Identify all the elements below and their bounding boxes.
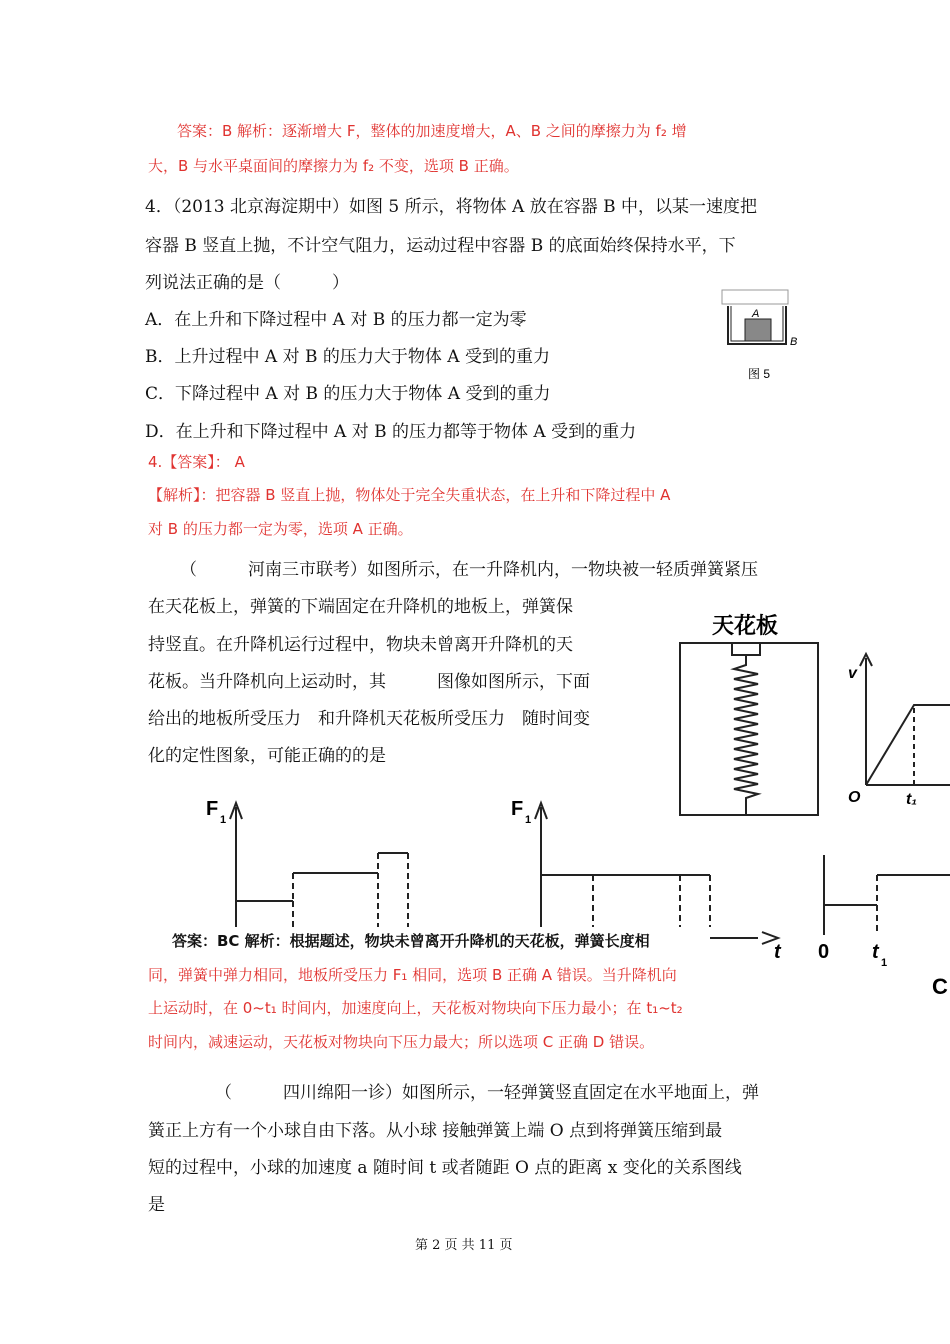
figure-5 (718, 288, 798, 388)
q4-analysis-line1: 【解析】：把容器 B 竖直上抛，物体处于完全失重状态，在上升和下降过程中 A (148, 486, 671, 504)
velocity-time-graph (840, 650, 950, 810)
graph-b-f1-label: F (511, 798, 524, 820)
graph-c-option-label: C (932, 974, 948, 999)
elevator-spring-figure (670, 605, 830, 820)
q5-answer-line3: 上运动时，在 0~t₁ 时间内，加速度向上，天花板对物块向下压力最小；在 t₁~t₂ (148, 999, 683, 1017)
q5-stem-line4: 花板。当升降机向上运动时，其 图像如图所示，下面 (148, 672, 590, 692)
ceiling-label: 天花板 (712, 613, 779, 638)
q6-stem-line2: 簧正上方有一个小球自由下落。从小球 接触弹簧上端 O 点到将弹簧压缩到最 (148, 1121, 723, 1141)
q3-answer-line2: 大，B 与水平桌面间的摩擦力为 f₂ 不变，选项 B 正确。 (148, 157, 519, 175)
q4-option-a: A．在上升和下降过程中 A 对 B 的压力都一定为零 (145, 310, 527, 330)
label-a: A (752, 308, 760, 320)
graph-a-f1-label: F (206, 798, 219, 820)
q5-answer-line4: 时间内，减速运动，天花板对物块向下压力最大；所以选项 C 正确 D 错误。 (148, 1033, 655, 1051)
q5-stem-line1: （ 河南三市联考）如图所示，在一升降机内，一物块被一轻质弹簧紧压 (180, 560, 758, 580)
q4-stem-line3: 列说法正确的是（ ） (145, 273, 349, 293)
svg-text:1: 1 (525, 814, 532, 826)
q4-answer: 4.【答案】： A (148, 453, 245, 471)
q6-stem-line3: 短的过程中，小球的加速度 a 随时间 t 或者随距 O 点的距离 x 变化的关系图线 (148, 1158, 742, 1178)
v-axis-label: v (848, 665, 857, 682)
svg-text:1: 1 (881, 957, 888, 969)
label-b: B (790, 336, 798, 348)
graph-c (700, 850, 950, 1000)
q5-answer-line1: 答案：BC 解析：根据题述，物块未曾离开升降机的天花板，弹簧长度相 (172, 932, 650, 950)
block (732, 643, 760, 655)
q4-option-d: D．在上升和下降过程中 A 对 B 的压力都等于物体 A 受到的重力 (145, 422, 637, 442)
q4-stem-line2: 容器 B 竖直上抛，不计空气阻力，运动过程中容器 B 的底面始终保持水平，下 (145, 236, 736, 256)
q5-stem-line6: 化的定性图象，可能正确的的是 (148, 746, 386, 766)
figure-5-caption: 图 5 (748, 367, 771, 381)
origin-label: O (848, 789, 861, 806)
q4-stem-line1: 4．（2013 北京海淀期中）如图 5 所示，将物体 A 放在容器 B 中，以某一速度把 (145, 197, 757, 217)
graph-a (200, 795, 420, 935)
spring (734, 655, 758, 815)
graph-c-zero-label: 0 (818, 941, 830, 963)
svg-text:1: 1 (220, 814, 227, 826)
q4-option-c: C．下降过程中 A 对 B 的压力大于物体 A 受到的重力 (145, 384, 551, 404)
graph-c-t-label: t (774, 941, 781, 963)
q4-option-b: B．上升过程中 A 对 B 的压力大于物体 A 受到的重力 (145, 347, 550, 367)
q5-stem-line2: 在天花板上，弹簧的下端固定在升降机的地板上，弹簧保 (148, 597, 573, 617)
block-a (745, 319, 771, 341)
q5-stem-line5: 给出的地板所受压力 和升降机天花板所受压力 随时间变 (148, 709, 590, 729)
page-footer: 第 2 页 共 11 页 (415, 1238, 513, 1253)
graph-c-t1-label: t (872, 941, 879, 963)
graph-b (505, 795, 725, 935)
t1-label: t₁ (906, 791, 917, 808)
q5-stem-line3: 持竖直。在升降机运行过程中，物块未曾离开升降机的天 (148, 635, 573, 655)
q3-answer-line1: 答案：B 解析：逐渐增大 F，整体的加速度增大，A、B 之间的摩擦力为 f₂ 增 (177, 122, 687, 140)
q5-answer-line2: 同，弹簧中弹力相同，地板所受压力 F₁ 相同，选项 B 正确 A 错误。当升降机向 (148, 966, 677, 984)
q4-analysis-line2: 对 B 的压力都一定为零，选项 A 正确。 (148, 520, 413, 538)
q6-stem-line1: （ 四川绵阳一诊）如图所示，一轻弹簧竖直固定在水平地面上，弹 (215, 1083, 759, 1103)
q6-stem-line4: 是 (148, 1195, 165, 1215)
